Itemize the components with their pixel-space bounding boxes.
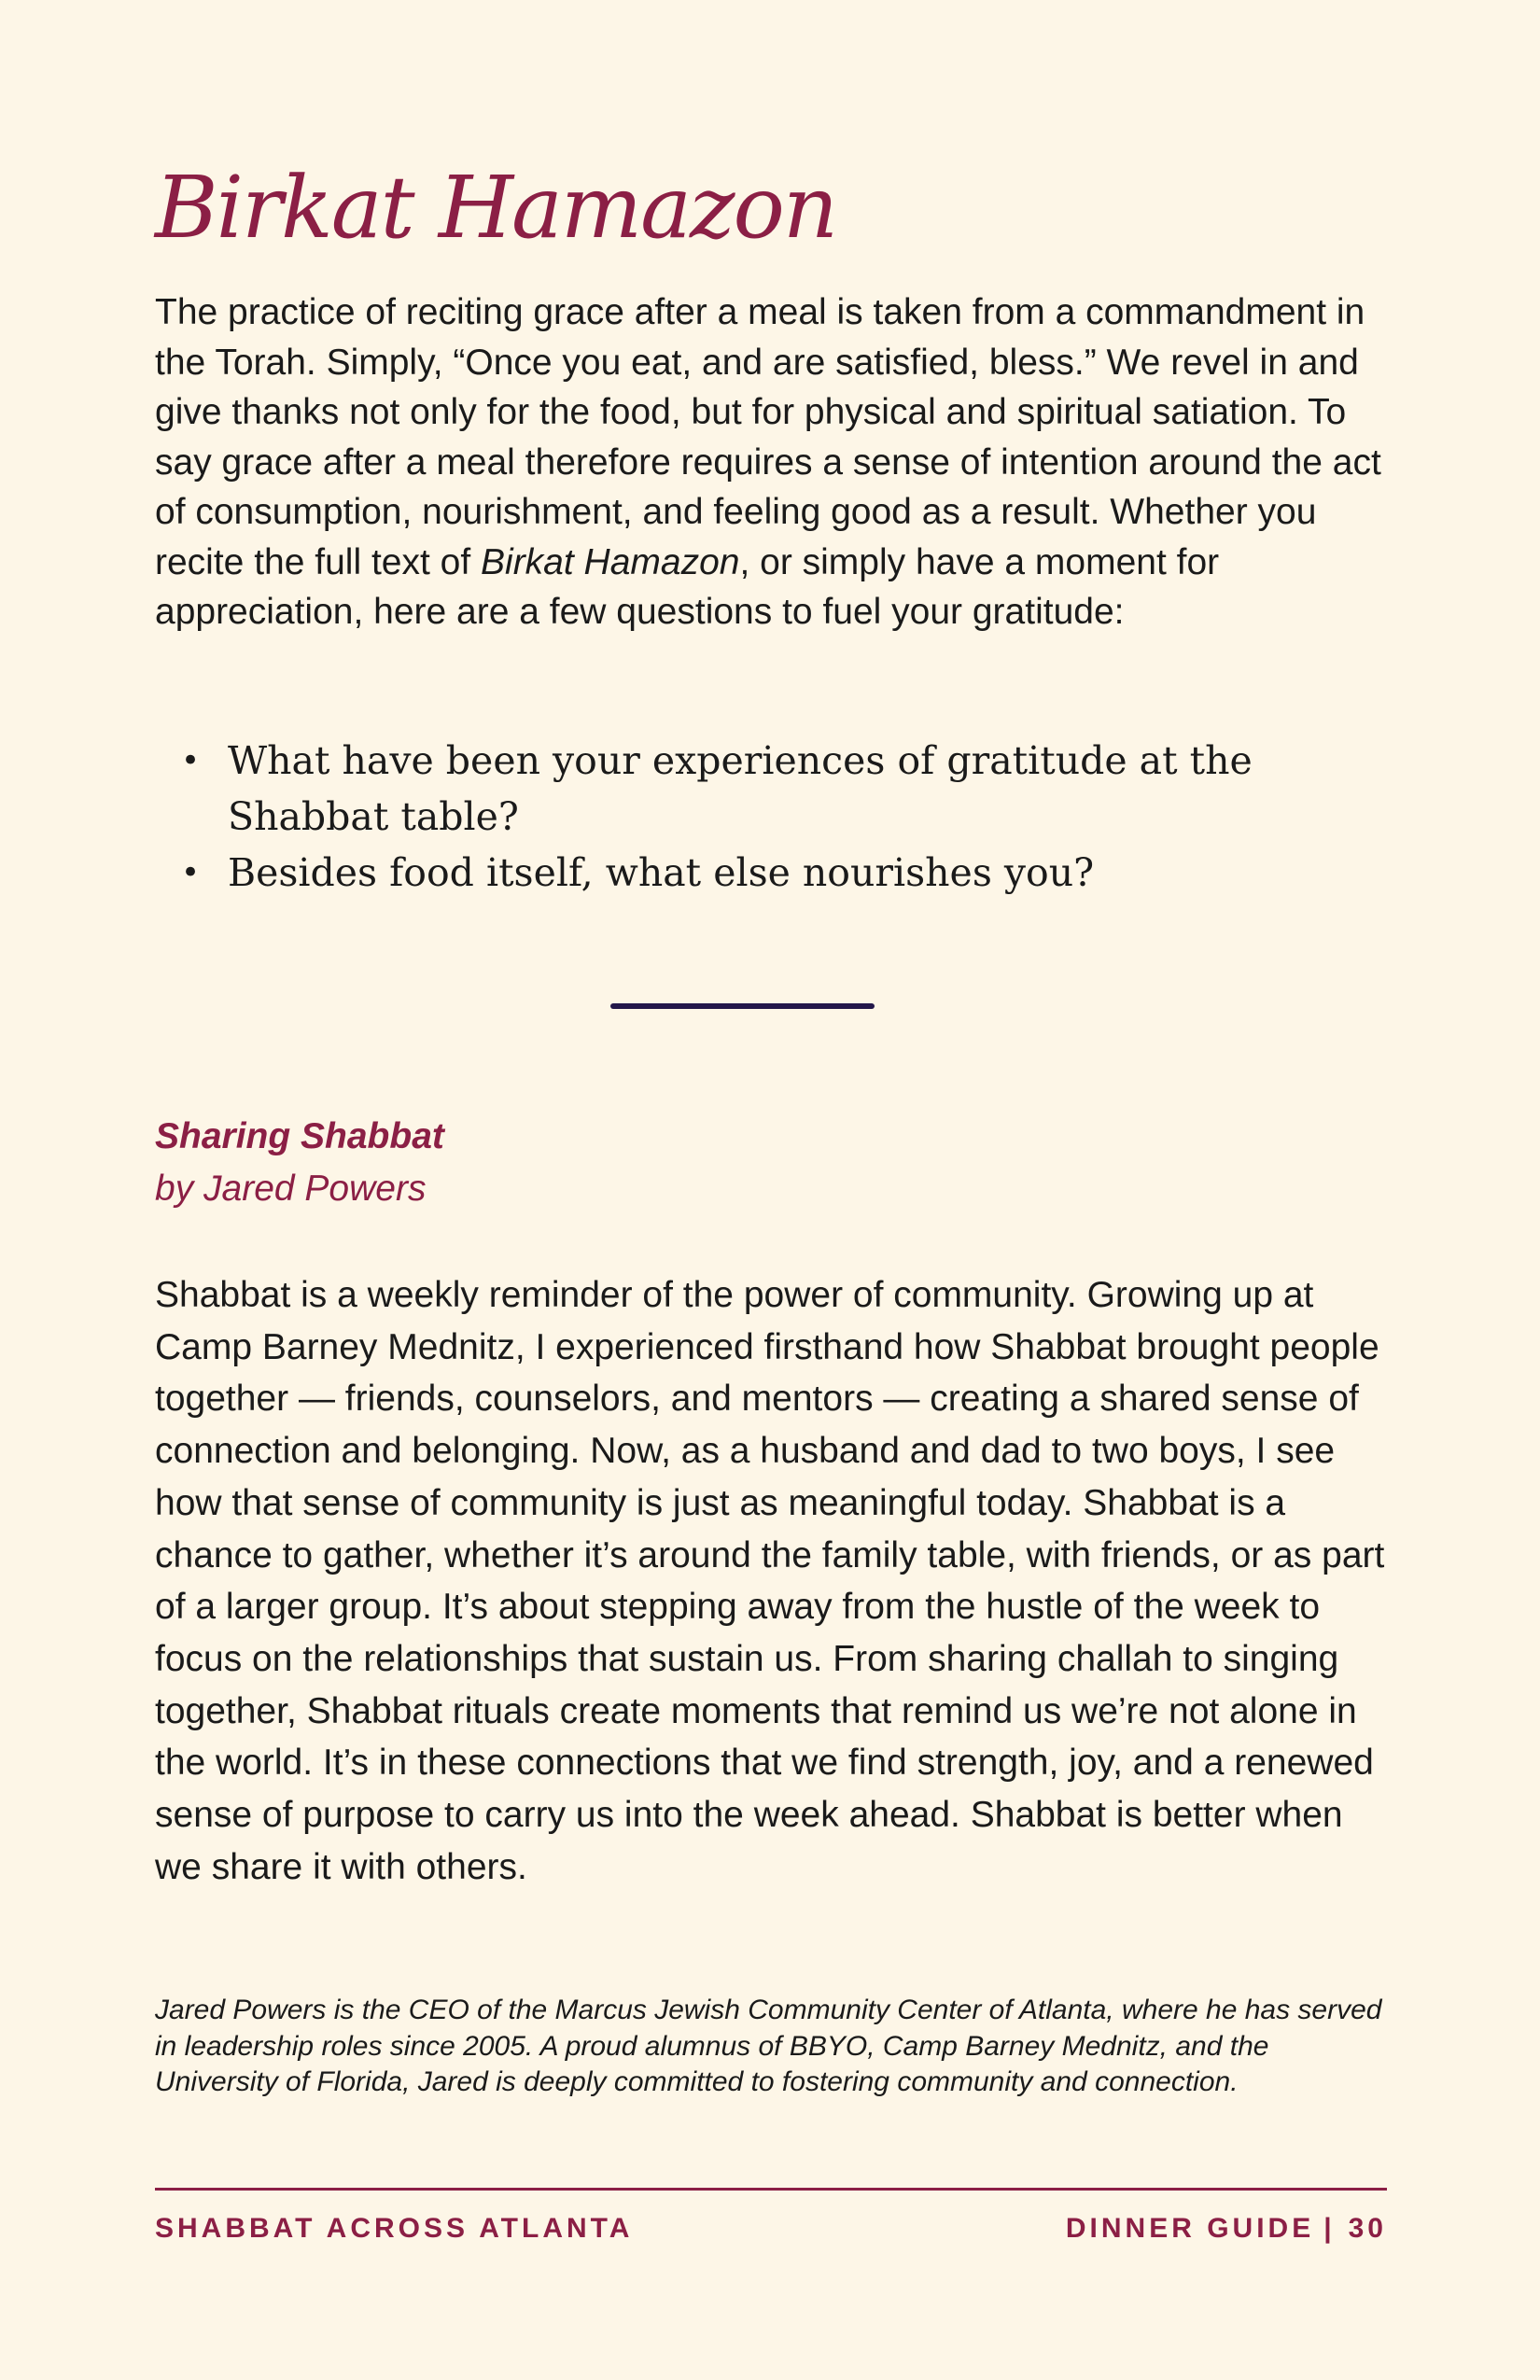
essay-title: Sharing Shabbat — [155, 1116, 444, 1156]
page-number: 30 — [1348, 2213, 1387, 2244]
footer-rule — [155, 2188, 1387, 2191]
author-bio: Jared Powers is the CEO of the Marcus Jewish Community Center of Atlanta, where he has served in leadership roles since 2005. A proud alumnus of BBYO, Camp Barney Mednitz, and the University of Florida, Jared is deeply committed to fostering community and connection. — [155, 1995, 1382, 2097]
list-item — [155, 733, 1376, 845]
question-text: What have been your experiences of gratitude at the Shabbat table? — [228, 738, 1253, 839]
section-divider — [610, 1003, 875, 1009]
list-item — [155, 845, 1376, 901]
gratitude-questions-list — [155, 733, 1387, 901]
footer-separator: | — [1323, 2213, 1336, 2244]
question-text: Besides food itself, what else nourishes you? — [228, 850, 1095, 895]
bullet-icon: • — [181, 742, 201, 779]
page-footer — [155, 2210, 1387, 2247]
essay-body: Shabbat is a weekly reminder of the power of community. Growing up at Camp Barney Mednitz, I experienced firsthand how Shabbat brought people together — friends, counselors, and mentors — creating a shared sense of connection and belonging. Now, as a husband and dad to two boys, I see how that sense of community is just as meaningful today. Shabbat is a chance to gather, whether it’s around the family table, with friends, or as part of a larger group. It’s about stepping away from the hustle of the week to focus on the relationships that sustain us. From sharing challah to singing together, Shabbat rituals create moments that remind us we’re not alone in the world. It’s in these connections that we find strength, joy, and a renewed sense of purpose to carry us into the week ahead. Shabbat is better when we share it with others. — [155, 1275, 1385, 1887]
guide-label: DINNER GUIDE — [1065, 2213, 1315, 2244]
bullet-icon: • — [181, 854, 201, 891]
essay-byline: by Jared Powers — [155, 1169, 427, 1209]
section-title: Birkat Hamazon — [155, 158, 837, 258]
intro-emphasis: Birkat Hamazon — [481, 541, 740, 582]
intro-text-part2: , or simply have a moment for appreciation, here are a few questions to fuel your gratitude: — [155, 541, 1220, 632]
publication-name: SHABBAT ACROSS ATLANTA — [155, 2213, 634, 2244]
footer-right — [1066, 2210, 1387, 2247]
intro-paragraph — [155, 287, 1387, 637]
intro-text-part1: The practice of reciting grace after a meal is taken from a commandment in the Torah. Simply, “Once you eat, and are satisfied, bless.” We revel in and give thanks not only for the food, but for physical and spiritual satiation. To say grace after a meal therefore requires a sense of intention around the act of consumption, nourishment, and feeling good as a result. Whether you recite the full text of — [155, 292, 1381, 582]
